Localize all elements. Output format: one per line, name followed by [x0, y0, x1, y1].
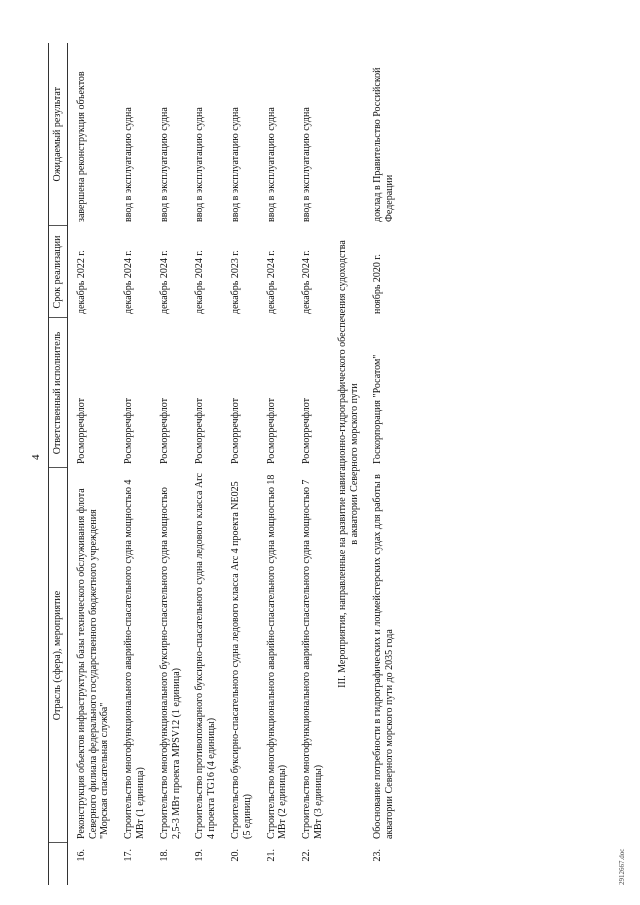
row-executor: Росморречфлот	[265, 397, 277, 464]
section-heading-row	[329, 43, 365, 885]
header-activity: Отрасль (сфера), мероприятие	[49, 468, 68, 843]
row-activity: Строительство многофункционального буксирно-спасательного судна мощностью 2,5-3 МВт проекта MPSV12 (1 единица)	[158, 487, 182, 839]
file-footer: 2912667.doc	[618, 848, 626, 885]
section-heading-line1: III. Мероприятия, направленные на развитие навигационно-гидрографического обеспечения судоходства	[336, 240, 348, 688]
row-activity: Обоснование потребности в гидрографических и лоцмейстерских судах для работы в акватории Северного морского пути до 2035 года	[372, 474, 396, 839]
row-result: ввод в эксплуатацию судна	[301, 107, 313, 222]
table-row	[151, 43, 187, 885]
row-num: 16.	[75, 849, 87, 862]
row-deadline: декабрь 2023 г.	[229, 250, 241, 314]
header-deadline: Срок реализации	[49, 226, 68, 318]
row-deadline: декабрь 2024 г.	[265, 250, 277, 314]
table-header-row	[49, 43, 68, 885]
table-row	[364, 43, 400, 885]
row-result: ввод в эксплуатацию судна	[229, 107, 241, 222]
row-executor: Росморречфлот	[301, 397, 313, 464]
table-row	[222, 43, 258, 885]
row-num: 23.	[372, 849, 384, 862]
row-result: ввод в эксплуатацию судна	[194, 107, 206, 222]
row-result: ввод в эксплуатацию судна	[123, 107, 135, 222]
row-activity: Реконструкция объектов инфраструктуры базы технического обслуживания флота Северного филиала федерального государственного бюджетного учреждения "Морская спасательная служба"	[75, 488, 111, 839]
row-deadline: декабрь 2024 г.	[194, 250, 206, 314]
row-executor: Росморречфлот	[158, 397, 170, 464]
row-executor: Росморречфлот	[123, 397, 135, 464]
activities-table	[48, 43, 400, 885]
table-row	[67, 43, 115, 885]
row-num: 20.	[229, 849, 241, 862]
row-executor: Росморречфлот	[75, 397, 87, 464]
row-result: завершена реконструкция объектов	[75, 71, 87, 222]
table-row	[115, 43, 151, 885]
header-executor: Ответственный исполнитель	[49, 318, 68, 468]
row-executor: Госкорпорация "Росатом"	[372, 354, 384, 464]
row-num: 17.	[123, 849, 135, 862]
row-activity: Строительство многофункционального аварийно-спасательного судна мощностью 4 МВт (1 единица)	[123, 479, 146, 839]
row-activity: Строительство многофункционального аварийно-спасательного судна мощностью 7 МВт (3 единицы)	[301, 479, 324, 839]
table-row	[186, 43, 222, 885]
row-result: ввод в эксплуатацию судна	[265, 107, 277, 222]
row-executor: Росморречфлот	[229, 397, 241, 464]
row-activity: Строительство многофункционального аварийно-спасательного судна мощностью 18 МВт (2 единицы)	[265, 474, 289, 839]
table-row	[293, 43, 329, 885]
section-heading	[329, 43, 365, 885]
row-executor: Росморречфлот	[194, 397, 206, 464]
row-num: 21.	[265, 849, 277, 862]
row-num: 22.	[301, 849, 313, 862]
row-deadline: декабрь 2022 г.	[75, 250, 87, 314]
row-deadline: ноябрь 2020 г.	[372, 254, 384, 314]
table-row	[258, 43, 294, 885]
row-deadline: декабрь 2024 г.	[158, 250, 170, 314]
row-deadline: декабрь 2024 г.	[123, 250, 135, 314]
row-result: ввод в эксплуатацию судна	[158, 107, 170, 222]
row-activity: Строительство буксирно-спасательного судна ледового класса Arc 4 проекта NE025 (5 единиц)	[229, 481, 253, 839]
row-activity: Строительство противопожарного буксирно-спасательного судна ледового класса Arc 4 проекта TG16 (4 единицы)	[194, 473, 218, 839]
row-num: 18.	[158, 849, 170, 862]
row-result: доклад в Правительство Российской Федерации	[372, 67, 396, 222]
header-num	[49, 843, 68, 885]
row-deadline: декабрь 2024 г.	[301, 250, 313, 314]
page-number: 4	[30, 454, 42, 460]
row-num: 19.	[194, 849, 206, 862]
header-result: Ожидаемый результат	[49, 43, 68, 226]
section-heading-line2: в акватории Северного морского пути	[348, 383, 360, 545]
